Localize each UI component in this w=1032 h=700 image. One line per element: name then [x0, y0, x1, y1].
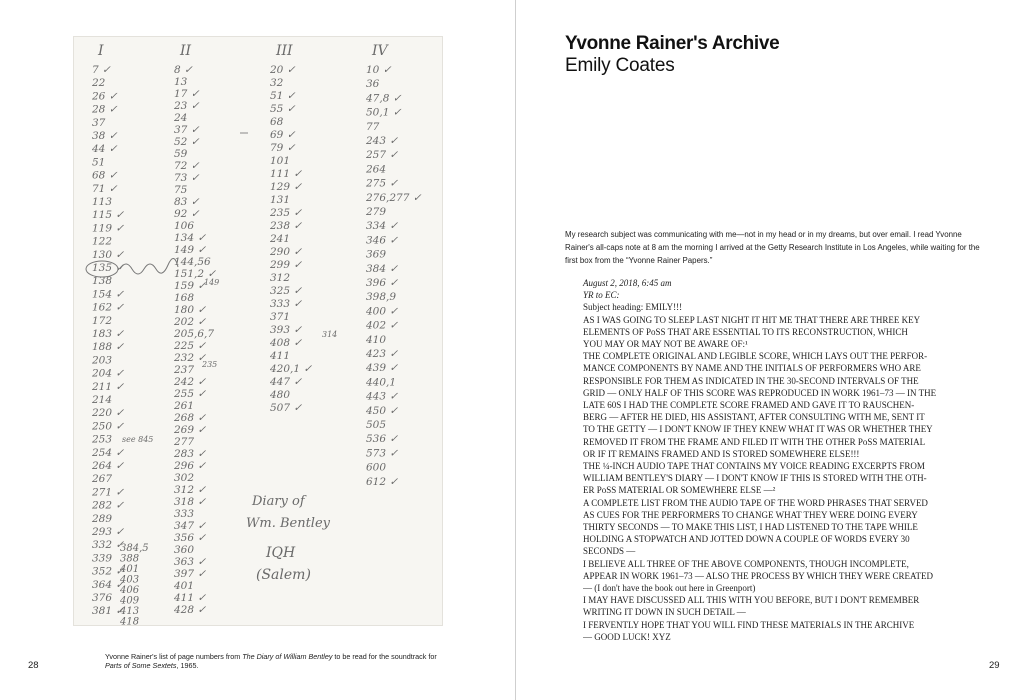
email-line: OR IF IT REMAINS FRAMED AND IS STORED SOMEWHERE ELSE!!!: [583, 448, 860, 459]
sub-column-entry: 406: [120, 585, 140, 596]
handwritten-list-drawing: [74, 37, 444, 627]
email-line: MANCE COMPONENTS BY NAME AND THE INITIALS OF PERFORMERS WHO ARE: [583, 363, 921, 374]
sub-column-entry: 401: [120, 564, 140, 575]
email-body: [583, 301, 963, 643]
page-number-entry: 225 ✓: [174, 340, 207, 352]
page-number-entry: 276,277 ✓: [366, 191, 422, 204]
figure-caption: [105, 652, 465, 670]
scribble-mark: [120, 258, 178, 274]
email-line: THE ¼-INCH AUDIO TAPE THAT CONTAINS MY VOICE READING EXCERPTS FROM: [583, 461, 925, 472]
page-number-entry: 334 ✓: [366, 220, 399, 233]
page-number-entry: 299 ✓: [270, 259, 303, 271]
email-line: AS CUES FOR THE PERFORMERS TO CHANGE WHAT THEY WERE DOING EVERY: [583, 509, 918, 520]
email-line: — (I don't have the book out here in Greenport): [583, 583, 756, 594]
page-number-entry: 20 ✓: [270, 64, 296, 76]
left-page-number: 28: [28, 660, 39, 671]
page-number-entry: 347 ✓: [174, 520, 207, 532]
email-line: RESPONSIBLE FOR THEM AS INDICATED IN THE 30-SECOND INTERVALS OF THE: [583, 375, 919, 386]
page-number-entry: 37 ✓: [174, 124, 200, 136]
page-number-entry: 312: [270, 272, 291, 284]
page-number-entry: 235 ✓: [270, 207, 303, 219]
page-number-entry: 612 ✓: [366, 475, 399, 488]
page-number-entry: 400 ✓: [366, 305, 399, 318]
email-line: ER PoSS MATERIAL OR SOMEWHERE ELSE —²: [583, 485, 776, 496]
page-number-entry: 214: [92, 394, 113, 406]
sub-column-entry: 409: [120, 595, 140, 607]
page-number-entry: 242 ✓: [174, 376, 207, 388]
page-number-entry: 115 ✓: [92, 209, 125, 222]
page-number-entry: 71 ✓: [92, 182, 118, 195]
email-line: YOU MAY OR MAY NOT BE AWARE OF:¹: [583, 339, 748, 350]
sub-column-entry: 418: [120, 616, 140, 627]
email-line: WRITING IT DOWN IN SUCH DETAIL —: [583, 607, 746, 618]
email-line: GRID — ONLY HALF OF THIS SCORE WAS REPRODUCED IN WORK 1961–73 — IN THE: [583, 387, 937, 398]
page-number-entry: 44 ✓: [92, 143, 118, 156]
column-heading: II: [180, 43, 192, 59]
page-number-entry: 188 ✓: [92, 341, 125, 354]
page-number-entry: 51 ✓: [270, 90, 296, 102]
email-line: HOLDING A STOPWATCH AND JOTTED DOWN A COUPLE OF WORDS EVERY 30: [583, 534, 910, 545]
page-number-entry: 38 ✓: [92, 130, 118, 142]
page-number-entry: 261: [174, 400, 195, 412]
page-number-entry: 505: [366, 419, 387, 431]
email-line: I BELIEVE ALL THREE OF THE ABOVE COMPONENTS, THOUGH INCOMPLETE,: [583, 558, 909, 569]
column-heading: I: [98, 43, 104, 59]
handwritten-note: Diary of: [252, 494, 305, 509]
page-number-entry: 332 ✓: [92, 539, 125, 552]
page-number-entry: 447 ✓: [270, 376, 303, 388]
page-number-entry: 356 ✓: [174, 532, 207, 544]
article-title: Yvonne Rainer's Archive: [565, 33, 780, 54]
page-number-entry: 339: [92, 552, 113, 565]
page-number-entry: 77: [366, 120, 380, 133]
email-line: ELEMENTS OF PoSS THAT ARE ESSENTIAL TO ITS RECONSTRUCTION, WHICH: [583, 326, 908, 337]
page-number-entry: 333 ✓: [270, 298, 303, 310]
side-note: see 845: [122, 435, 154, 444]
page-number-entry: 75: [174, 184, 188, 196]
email-from-to: YR to EC:: [583, 290, 620, 301]
page-number-entry: 396 ✓: [366, 277, 399, 289]
page-number-entry: 376: [92, 592, 113, 604]
page-number-entry: 183 ✓: [92, 328, 125, 340]
page-number-entry: 202 ✓: [174, 316, 207, 328]
page-number-entry: 290 ✓: [270, 246, 303, 258]
side-note: 235: [202, 360, 218, 369]
page-number-entry: 408 ✓: [270, 337, 303, 349]
page-number-entry: 119 ✓: [92, 222, 125, 235]
page-number-entry: 397 ✓: [174, 568, 207, 580]
page-number-entry: 411 ✓: [174, 592, 207, 604]
side-note: 314: [322, 330, 338, 339]
page-number-entry: 302: [174, 472, 195, 484]
page-number-entry: 536 ✓: [366, 433, 399, 446]
page-number-entry: 205,6,7: [174, 328, 215, 340]
page-number-entry: 113: [92, 196, 113, 208]
page-number-entry: 23 ✓: [174, 100, 200, 112]
sub-column-entry: 388: [120, 553, 140, 565]
page-number-entry: 269 ✓: [174, 424, 207, 436]
page-number-entry: 325 ✓: [270, 285, 303, 297]
page-number-entry: 363 ✓: [174, 556, 207, 568]
page-number-entry: 282 ✓: [92, 499, 125, 512]
page-number-entry: 237: [174, 364, 195, 376]
page-number-entry: 180 ✓: [174, 304, 207, 316]
page-number-entry: 83 ✓: [174, 196, 200, 208]
page-number-entry: 250 ✓: [92, 420, 125, 433]
intro-paragraph: My research subject was communicating with me—not in my head or in my dreams, but over email. I read Yvonne Rainer's all-caps note at 8 am the morning I arrived at the Getty Research Institute in Los Angeles, while waiting for the first box from the “Yvonne Rainer Papers.”: [565, 230, 980, 265]
page-number-entry: 52 ✓: [174, 136, 200, 148]
page-number-entry: 55 ✓: [270, 103, 296, 115]
page-number-entry: 220 ✓: [92, 407, 125, 420]
page-number-entry: 401: [174, 580, 195, 592]
email-line: TO THE GETTY — I DON'T KNOW IF THEY KNEW WHAT IT WAS OR WHETHER THEY: [583, 424, 933, 435]
page-number-entry: 68: [270, 116, 284, 128]
page-number-entry: 402 ✓: [366, 319, 399, 332]
page-number-entry: 423 ✓: [366, 348, 399, 360]
page-number-entry: 255 ✓: [174, 388, 207, 400]
page-number-entry: 275 ✓: [366, 177, 399, 190]
page-number-entry: 381 ✓: [92, 605, 125, 618]
page-number-entry: 346 ✓: [366, 234, 399, 247]
page-number-entry: 371: [270, 311, 291, 323]
page-number-entry: 211 ✓: [92, 380, 125, 393]
page-number-entry: 600: [366, 461, 387, 474]
page-number-entry: 162 ✓: [92, 301, 125, 314]
page-number-entry: 79 ✓: [270, 142, 296, 154]
page-number-entry: 271 ✓: [92, 486, 125, 499]
page-number-entry: 507 ✓: [270, 402, 303, 414]
caption-text-2: to be read for the soundtrack for: [332, 652, 437, 661]
page-number-entry: 268 ✓: [174, 412, 207, 424]
page-number-entry: 279: [366, 206, 387, 218]
page-number-entry: 257 ✓: [366, 149, 399, 162]
page-number-entry: 398,9: [366, 291, 397, 304]
email-line: I MAY HAVE DISCUSSED ALL THIS WITH YOU BEFORE, BUT I DON'T REMEMBER: [583, 595, 920, 606]
caption-book-title: The Diary of William Bentley: [242, 652, 333, 661]
email-line: THIRTY SECONDS — TO MAKE THIS LIST, I HAD LISTENED TO THE TAPE WHILE: [583, 522, 918, 533]
page-number-entry: 264: [366, 163, 387, 176]
page-number-entry: 17 ✓: [174, 88, 200, 100]
page-number-entry: 352 ✓: [92, 565, 125, 578]
email-line: THE COMPLETE ORIGINAL AND LEGIBLE SCORE, WHICH LAYS OUT THE PERFOR-: [583, 351, 928, 362]
email-line: — GOOD LUCK! XYZ: [583, 631, 671, 642]
page-number-entry: 36: [366, 78, 380, 91]
email-line: LATE 60S I HAD THE COMPLETE SCORE FRAMED AND GAVE IT TO RAUSCHEN-: [583, 400, 915, 411]
page-number-entry: 289: [92, 512, 113, 525]
page-number-entry: 154 ✓: [92, 288, 125, 301]
caption-text-3: , 1965.: [176, 661, 199, 670]
page-number-entry: 450 ✓: [366, 404, 399, 417]
page-number-entry: 283 ✓: [174, 448, 207, 460]
page-number-entry: 253: [92, 433, 113, 446]
right-page-number: 29: [989, 660, 1000, 671]
page-number-entry: 411: [270, 350, 291, 362]
page-number-entry: 168: [174, 292, 195, 304]
sub-column-entry: 403: [120, 574, 140, 586]
page-number-entry: 203: [92, 354, 113, 367]
page-number-entry: 51: [92, 156, 106, 169]
page-number-entry: 22: [92, 77, 106, 90]
page-number-entry: 7 ✓: [92, 64, 111, 76]
email-line: SECONDS —: [583, 546, 636, 557]
caption-work-title: Parts of Some Sextets: [105, 661, 177, 670]
page-number-entry: 69 ✓: [270, 129, 296, 141]
page-number-entry: 111 ✓: [270, 168, 303, 180]
page-number-entry: 13: [174, 76, 188, 88]
page-number-entry: 129 ✓: [270, 181, 303, 193]
page-number-entry: 238 ✓: [270, 220, 303, 232]
sub-column-entry: 384,5: [120, 543, 149, 554]
page-number-entry: 333: [174, 508, 195, 520]
caption-text-1: Yvonne Rainer's list of page numbers from: [105, 652, 243, 661]
page-number-entry: 420,1 ✓: [270, 363, 313, 375]
page-number-entry: 204 ✓: [92, 367, 125, 380]
handwritten-note: IQH: [266, 545, 296, 561]
page-number-entry: 26 ✓: [92, 90, 118, 103]
handwritten-list-scan: [73, 36, 443, 626]
email-line: Subject heading: EMILY!!!: [583, 302, 683, 313]
page-number-entry: 135 ✓: [92, 262, 125, 274]
page-number-entry: 10 ✓: [366, 64, 392, 76]
email-line: I FERVENTLY HOPE THAT YOU WILL FIND THESE MATERIALS IN THE ARCHIVE: [583, 619, 915, 630]
page-number-entry: 151,2 ✓: [174, 268, 217, 280]
page-number-entry: 277: [174, 436, 195, 448]
page-number-entry: 254 ✓: [92, 446, 125, 459]
handwritten-note: Wm. Bentley: [246, 516, 330, 531]
page-number-entry: 480: [270, 389, 291, 401]
email-quote: [583, 277, 963, 643]
page-number-entry: 360: [174, 544, 195, 556]
page-number-entry: 122: [92, 235, 113, 248]
email-date: August 2, 2018, 6:45 am: [583, 278, 672, 288]
page-number-entry: 439 ✓: [366, 362, 399, 375]
page-number-entry: 293 ✓: [92, 526, 125, 538]
page-number-entry: 68 ✓: [92, 169, 118, 182]
page-number-entry: 369: [366, 248, 387, 261]
column-heading: IV: [372, 43, 388, 59]
page-number-entry: 159 ✓: [174, 280, 207, 292]
page-number-entry: 50,1 ✓: [366, 106, 402, 119]
page-number-entry: 59: [174, 148, 188, 160]
page-number-entry: 73 ✓: [174, 172, 200, 184]
page-number-entry: 428 ✓: [174, 604, 207, 616]
page-number-entry: 92 ✓: [174, 208, 200, 220]
email-line: REMOVED IT FROM THE FRAME AND FILED IT WITH THE OTHER PoSS MATERIAL: [583, 436, 926, 447]
article-author: Emily Coates: [565, 55, 675, 76]
page-number-entry: 296 ✓: [174, 460, 207, 472]
handwritten-note: (Salem): [256, 567, 311, 583]
page-number-entry: 172: [92, 314, 113, 327]
page-number-entry: 138: [92, 275, 113, 288]
page-number-entry: 318 ✓: [174, 496, 207, 508]
page-number-entry: 149 ✓: [174, 244, 207, 256]
page-number-entry: 243 ✓: [366, 135, 399, 147]
page-number-entry: 130 ✓: [92, 248, 125, 261]
page-number-entry: 393 ✓: [270, 324, 303, 336]
page-number-entry: 264 ✓: [92, 460, 125, 472]
side-note: 149: [204, 278, 220, 287]
page-number-entry: 32: [270, 77, 284, 89]
page-number-entry: 443 ✓: [366, 390, 399, 403]
page-number-entry: 134 ✓: [174, 232, 207, 244]
page-number-entry: 410: [366, 333, 387, 346]
email-line: A COMPLETE LIST FROM THE AUDIO TAPE OF THE WORD PHRASES THAT SERVED: [583, 497, 928, 508]
page-number-entry: 8 ✓: [174, 64, 193, 76]
page-number-entry: 144,56: [174, 256, 211, 268]
page-number-entry: 364 ✓: [92, 578, 125, 591]
page-number-entry: 384 ✓: [366, 262, 399, 275]
page-number-entry: 131: [270, 194, 291, 206]
email-line: AS I WAS GOING TO SLEEP LAST NIGHT IT HIT ME THAT THERE ARE THREE KEY: [583, 314, 921, 325]
page-number-entry: 267: [92, 473, 113, 486]
sub-column-entry: 413: [120, 606, 140, 617]
page-number-entry: 312 ✓: [174, 484, 207, 496]
page-number-entry: 232 ✓: [174, 352, 207, 364]
email-line: APPEAR IN WORK 1961–73 — ALSO THE PROCESS BY WHICH THEY WERE CREATED: [583, 570, 934, 581]
page-number-entry: 28 ✓: [92, 103, 118, 116]
page-number-entry: 573 ✓: [366, 447, 399, 460]
page-number-entry: 440,1: [366, 376, 397, 389]
column-heading: III: [276, 43, 293, 59]
page-number-entry: 72 ✓: [174, 160, 200, 172]
page-number-entry: 241: [270, 233, 291, 245]
page-number-entry: 47,8 ✓: [366, 92, 402, 105]
page-number-entry: 101: [270, 155, 291, 167]
email-line: BERG — AFTER HE DIED, HIS ASSISTANT, AFTER CONSULTING WITH ME, SENT IT: [583, 412, 925, 423]
page-number-entry: 37: [92, 116, 106, 129]
page-number-entry: 24: [174, 112, 188, 124]
email-line: WILLIAM BENTLEY'S DIARY — I DON'T KNOW IF THIS IS STORED WITH THE OTH-: [583, 473, 927, 484]
page-number-entry: 106: [174, 220, 195, 232]
